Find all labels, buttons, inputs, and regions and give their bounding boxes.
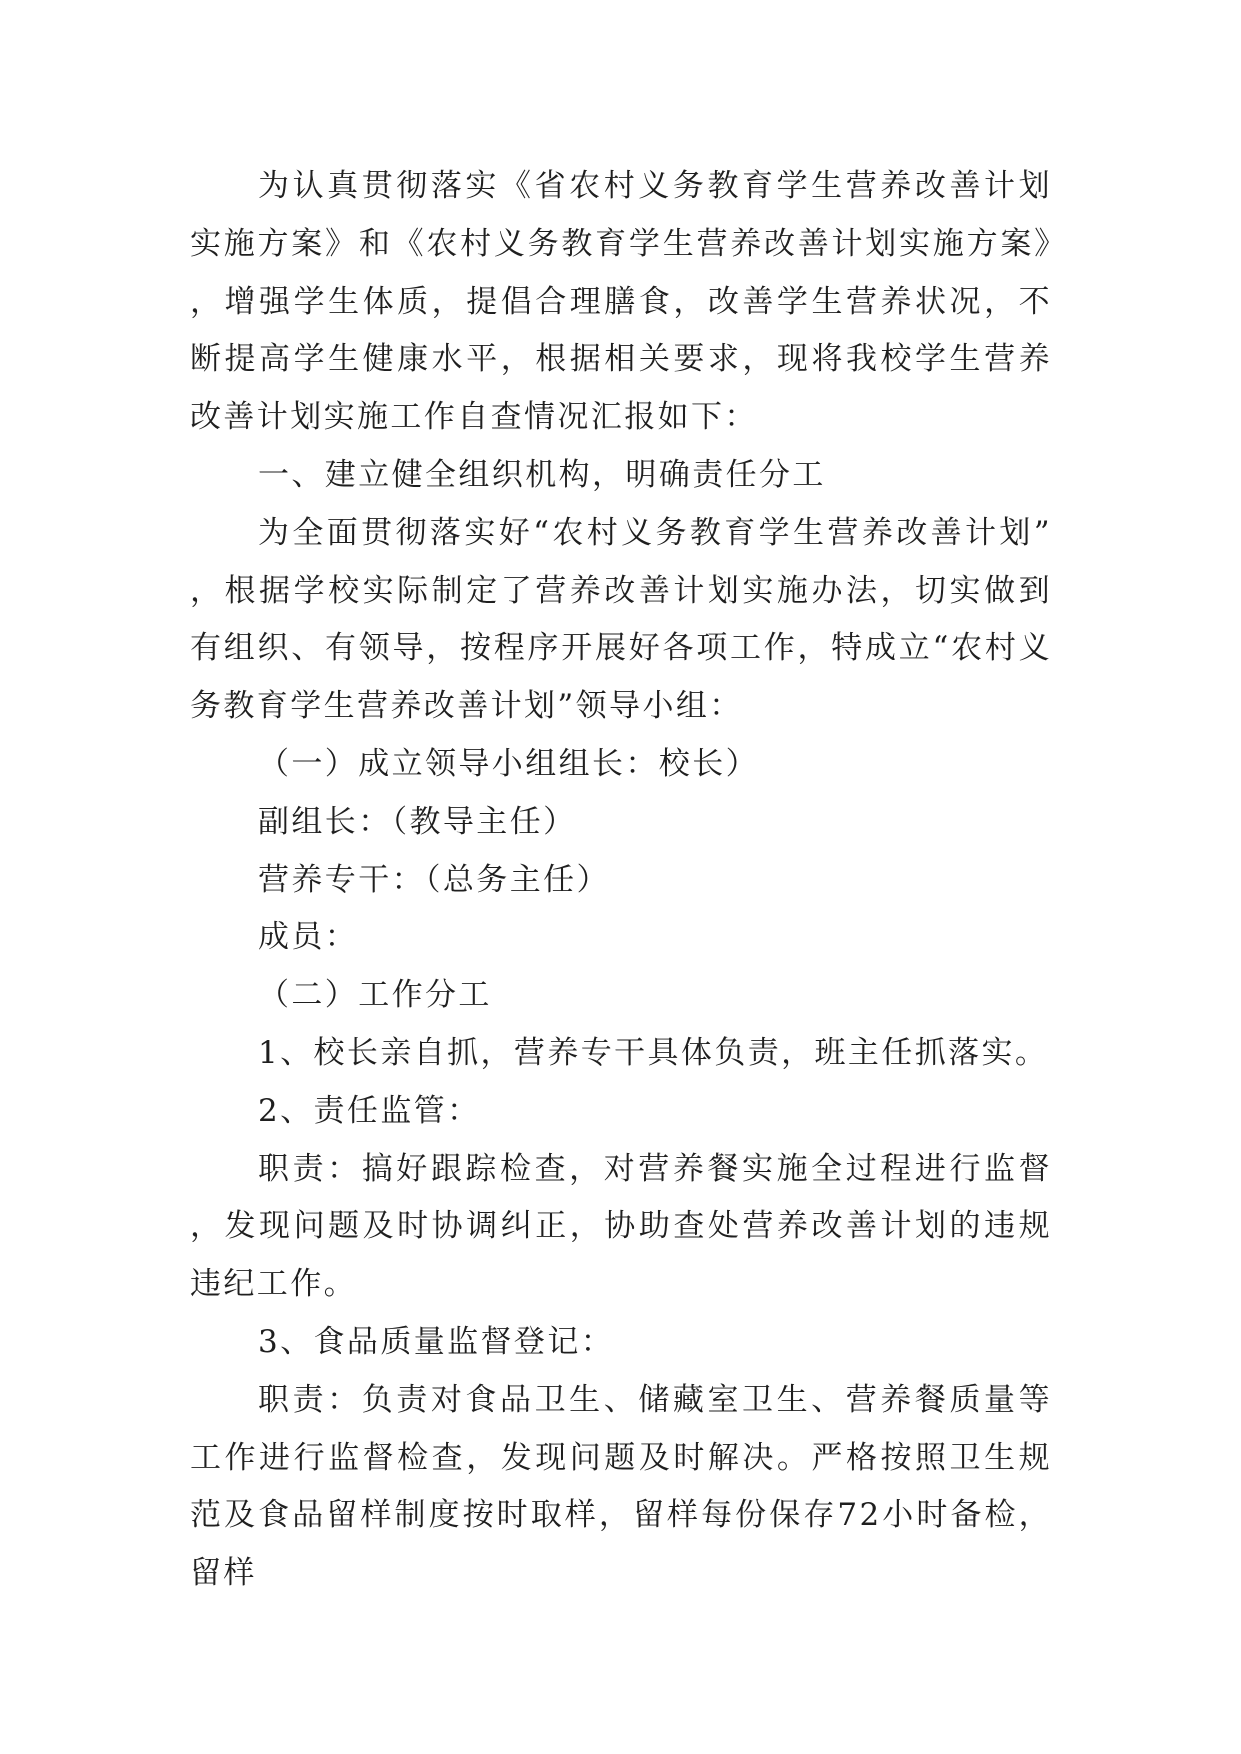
item-supervision: 2、责任监管： <box>258 1092 481 1129</box>
paragraph-food-quality-duties: 职责：负责对食品卫生、储藏室卫生、营养餐质量等工作进行监督检查，发现问题及时解决。严格按照卫生规范及食品留样制度按时取样，留样每份保存72小时备检，留样 <box>190 1381 1052 1592</box>
paragraph-supervision-duties: 职责：搞好跟踪检查，对营养餐实施全过程进行监督，发现问题及时协调纠正，协助查处营养改善计划的违规违纪工作。 <box>190 1150 1052 1303</box>
item-group-leader: （一）成立领导小组组长：校长） <box>258 745 759 782</box>
paragraph-leadership-group: 为全面贯彻落实好“农村义务教育学生营养改善计划”，根据学校实际制定了营养改善计划实施办法，切实做到有组织、有领导，按程序开展好各项工作，特成立“农村义务教育学生营养改善计划”领导小组： <box>190 514 1052 725</box>
document-body <box>190 158 1052 1603</box>
heading-section-1: 一、建立健全组织机构，明确责任分工 <box>258 456 826 493</box>
item-deputy-leader: 副组长：（教导主任） <box>258 803 577 840</box>
item-principal-responsibility: 1、校长亲自抓，营养专干具体负责，班主任抓落实。 <box>258 1034 1049 1071</box>
item-food-quality: 3、食品质量监督登记： <box>258 1323 615 1360</box>
heading-division-of-work: （二）工作分工 <box>258 977 492 1014</box>
paragraph-intro: 为认真贯彻落实《省农村义务教育学生营养改善计划实施方案》和《农村义务教育学生营养改善计划实施方案》，增强学生体质，提倡合理膳食，改善学生营养状况，不断提高学生健康水平，根据相关要求，现将我校学生营养改善计划实施工作自查情况汇报如下： <box>190 168 1052 436</box>
item-members: 成员： <box>258 919 359 956</box>
item-nutrition-officer: 营养专干：（总务主任） <box>258 861 610 898</box>
